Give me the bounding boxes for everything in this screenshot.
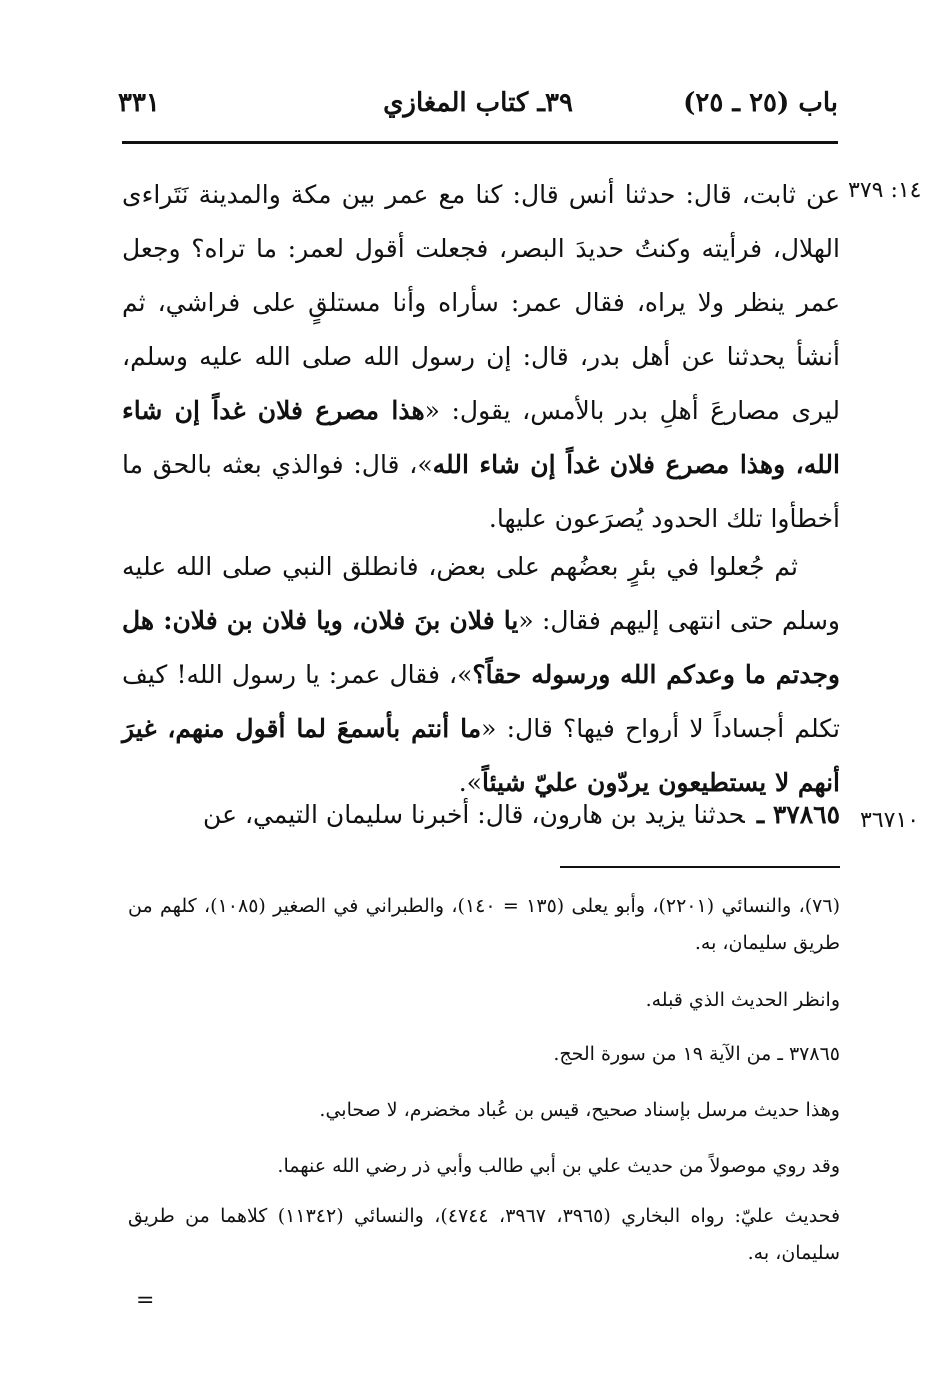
margin-reference-volume: ١٤: ٣٧٩ [848, 178, 922, 203]
hadith-text-paragraph-2 [122, 540, 840, 810]
footnote-3: ٣٧٨٦٥ ـ من الآية ١٩ من سورة الحج. [553, 1043, 840, 1065]
chapter-range: باب (٢٥ ـ ٢٥) [683, 88, 838, 118]
footnote-separator [560, 866, 840, 868]
page-number: ٣٣١ [118, 88, 160, 118]
hadith-text-paragraph-1 [122, 168, 840, 546]
footnote-4: وهذا حديث مرسل بإسناد صحيح، قيس بن عُباد مخضرم، لا صحابي. [319, 1099, 840, 1121]
footnote-6: فحديث عليّ: رواه البخاري (٣٩٦٥، ٣٩٦٧، ٤٧٤٤)، والنسائي (١١٣٤٢) كلاهما من طريق سليمان، به. [128, 1205, 841, 1264]
bold-quote: يا فلان بنَ فلان، ويا فلان بن فلان: هل وجدتم ما وعدكم الله ورسوله حقاً؟ [122, 606, 840, 689]
text-segment: »، قال: فوالذي بعثه بالحق ما أخطأوا تلك الحدود يُصرَعون عليها. [122, 450, 840, 533]
margin-reference-number: ٣٦٧١٠ [860, 808, 920, 833]
footnote-5: وقد روي موصولاً من حديث علي بن أبي طالب وأبي ذر رضي الله عنهما. [277, 1155, 840, 1177]
footnote-1: (٧٦)، والنسائي (٢٢٠١)، وأبو يعلى (١٣٥ = ١٤٠)، والطبراني في الصغير (١٠٨٥)، كلهم من طريق سليمان، به. [128, 895, 840, 954]
text-segment: ». [458, 768, 482, 797]
continuation-mark: = [136, 1288, 155, 1313]
header-rule [122, 141, 838, 144]
hadith-number: ٣٧٨٦٥ ـ [756, 800, 840, 829]
page-header [118, 88, 838, 134]
book-title: ٣٩ـ كتاب المغازي [383, 88, 573, 118]
text-segment: »، فقال عمر: يا رسول الله! كيف تكلم أجساداً لا أرواح فيها؟ قال: « [122, 660, 841, 743]
footnote-2: وانظر الحديث الذي قبله. [645, 989, 840, 1011]
text-segment: ثم جُعلوا في بئرٍ بعضُهم على بعض، فانطلق النبي صلى الله عليه وسلم حتى انتهى إليهم فقال: « [122, 552, 840, 635]
text-segment: عن ثابت، قال: حدثنا أنس قال: كنا مع عمر بين مكة والمدينة نَتَراءى الهلال، فرأيته وكنتُ حديدَ البصر، فجعلت أقول لعمر: ما تراه؟ وجعل عمر ينظر ولا يراه، فقال عمر: سأراه وأنا مستلقٍ على فراشي، ثم أنشأ يحدثنا عن أهل بدر، قال: إن رسول الله صلى الله عليه وسلم، ليرى مصارعَ أهلِ بدر بالأمس، يقول: « [122, 180, 841, 425]
bold-quote: هذا مصرع فلان غداً إن شاء الله، وهذا مصرع فلان غداً إن شاء الله [122, 396, 840, 479]
hadith-start-line [122, 800, 840, 829]
bold-quote: ما أنتم بأسمعَ لما أقول منهم، غيرَ أنهم لا يستطيعون يردّون عليّ شيئاً [122, 714, 840, 797]
hadith-chain-text: حدثنا يزيد بن هارون، قال: أخبرنا سليمان التيمي، عن [203, 800, 745, 829]
